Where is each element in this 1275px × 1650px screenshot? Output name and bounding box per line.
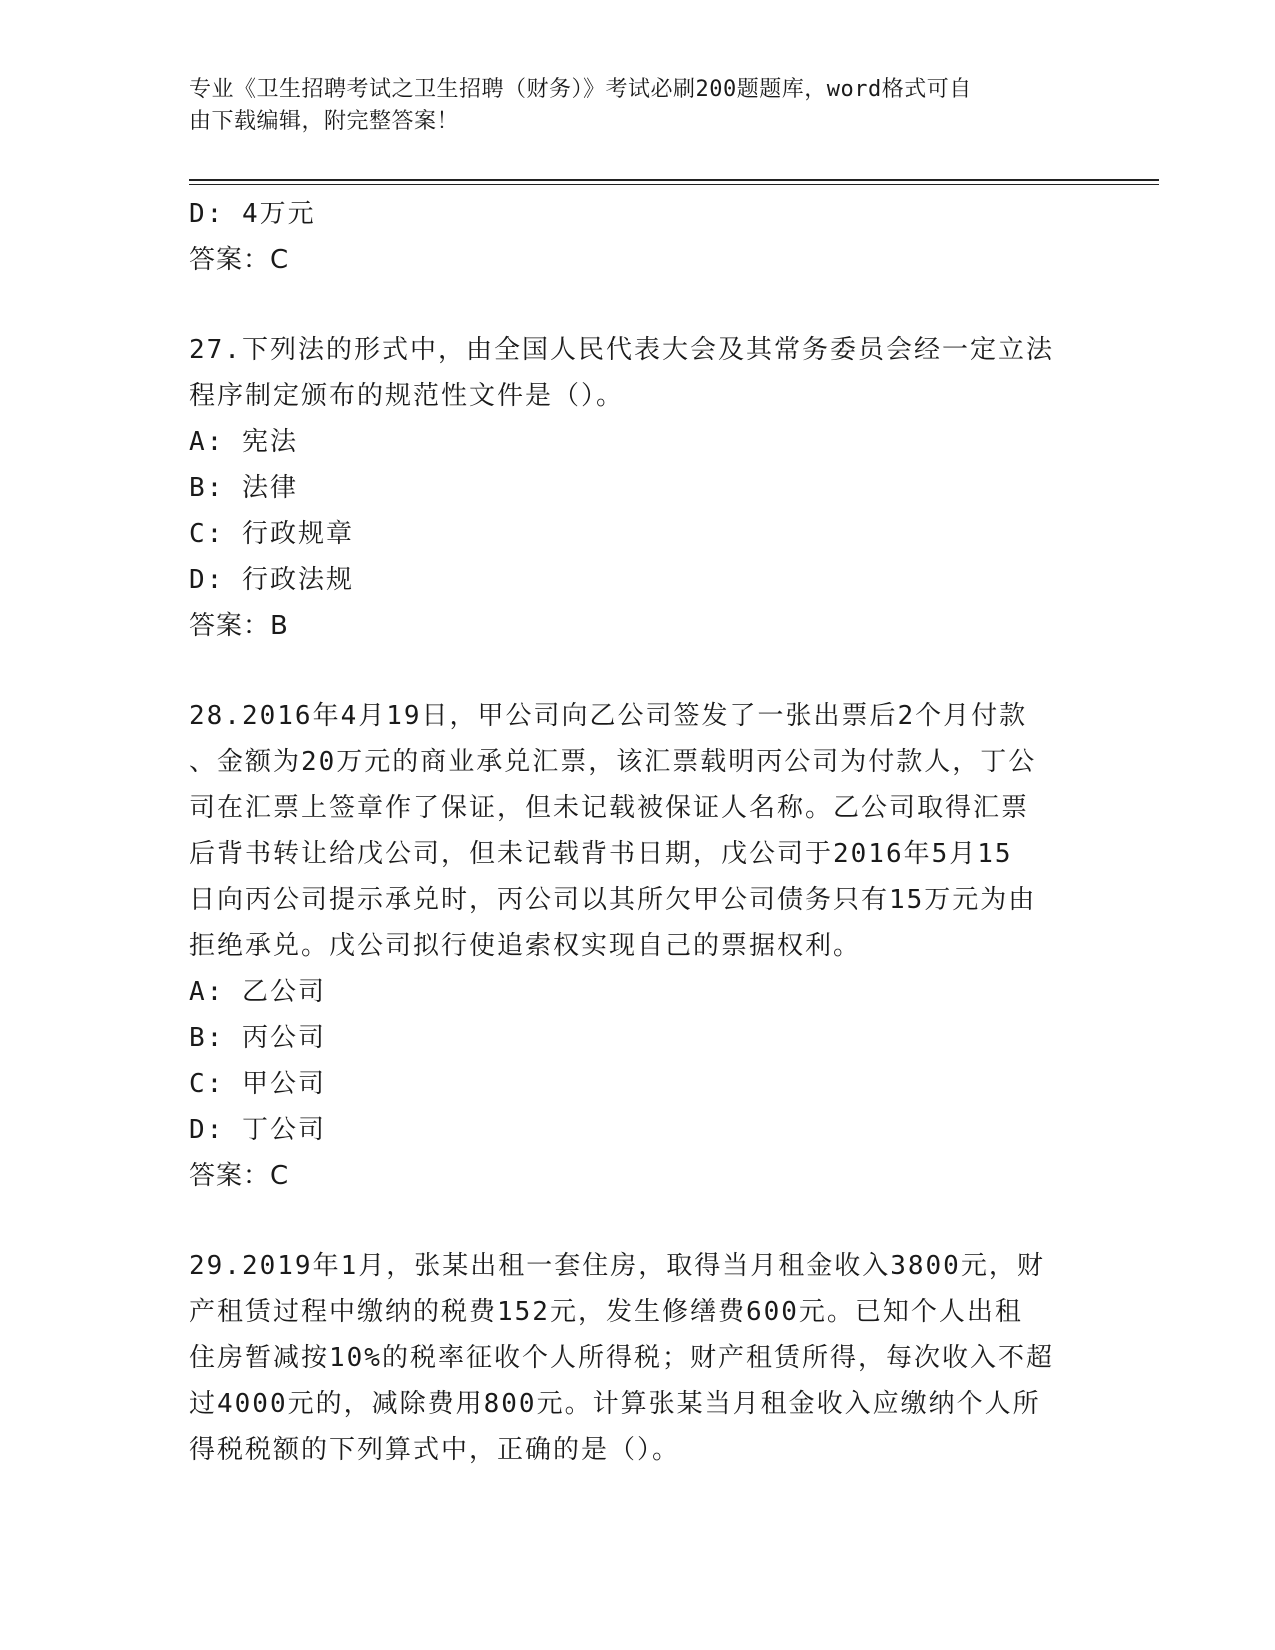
q29-stem-line: 得税税额的下列算式中，正确的是（）。 xyxy=(189,1435,681,1465)
q28-option-b: B: 丙公司 xyxy=(189,1023,326,1053)
header-line-2: 由下载编辑，附完整答案！ xyxy=(189,109,460,134)
header-line-1: 专业《卫生招聘考试之卫生招聘（财务）》考试必刷200题题库，word格式可自 xyxy=(189,77,972,102)
q26-option-d: D: 4万元 xyxy=(189,199,316,229)
q28-stem-line: 28.2016年4月19日，甲公司向乙公司签发了一张出票后2个月付款 xyxy=(189,701,1028,731)
document-header xyxy=(189,74,1069,138)
q27-option-a: A: 宪法 xyxy=(189,427,298,457)
q28-stem-line: 拒绝承兑。戊公司拟行使追索权实现自己的票据权利。 xyxy=(189,931,862,961)
q29-stem-line: 产租赁过程中缴纳的税费152元，发生修缮费600元。已知个人出租 xyxy=(189,1297,1023,1327)
q28-stem-line: 日向丙公司提示承兑时，丙公司以其所欠甲公司债务只有15万元为由 xyxy=(189,885,1037,915)
header-divider-thick xyxy=(189,179,1159,181)
q28-option-d: D: 丁公司 xyxy=(189,1115,326,1145)
q28-stem-line: 司在汇票上签章作了保证，但未记载被保证人名称。乙公司取得汇票 xyxy=(189,793,1030,823)
q27-answer: 答案：B xyxy=(189,611,289,641)
q28-stem-line: 后背书转让给戊公司，但未记载背书日期，戊公司于2016年5月15 xyxy=(189,839,1013,869)
question-content xyxy=(189,191,1089,1473)
q27-stem-line: 程序制定颁布的规范性文件是（）。 xyxy=(189,381,625,411)
q29-stem-line: 29.2019年1月，张某出租一套住房，取得当月租金收入3800元，财 xyxy=(189,1251,1045,1281)
q26-answer: 答案：C xyxy=(189,245,290,275)
q28-option-c: C: 甲公司 xyxy=(189,1069,326,1099)
q28-option-a: A: 乙公司 xyxy=(189,977,326,1007)
q28-answer: 答案：C xyxy=(189,1161,290,1191)
q29-stem-line: 过4000元的，减除费用800元。计算张某当月租金收入应缴纳个人所 xyxy=(189,1389,1041,1419)
q29-stem-line: 住房暂减按10%的税率征收个人所得税；财产租赁所得，每次收入不超 xyxy=(189,1343,1054,1373)
q27-option-c: C: 行政规章 xyxy=(189,519,354,549)
q28-stem-line: 、金额为20万元的商业承兑汇票，该汇票载明丙公司为付款人，丁公 xyxy=(189,747,1037,777)
header-divider-thin xyxy=(189,184,1159,185)
q29-stem xyxy=(189,1243,1089,1473)
q27-stem-line: 27.下列法的形式中，由全国人民代表大会及其常务委员会经一定立法 xyxy=(189,335,1054,365)
q27-option-b: B: 法律 xyxy=(189,473,298,503)
q27-stem xyxy=(189,327,1089,419)
q27-option-d: D: 行政法规 xyxy=(189,565,354,595)
q28-stem xyxy=(189,693,1089,969)
